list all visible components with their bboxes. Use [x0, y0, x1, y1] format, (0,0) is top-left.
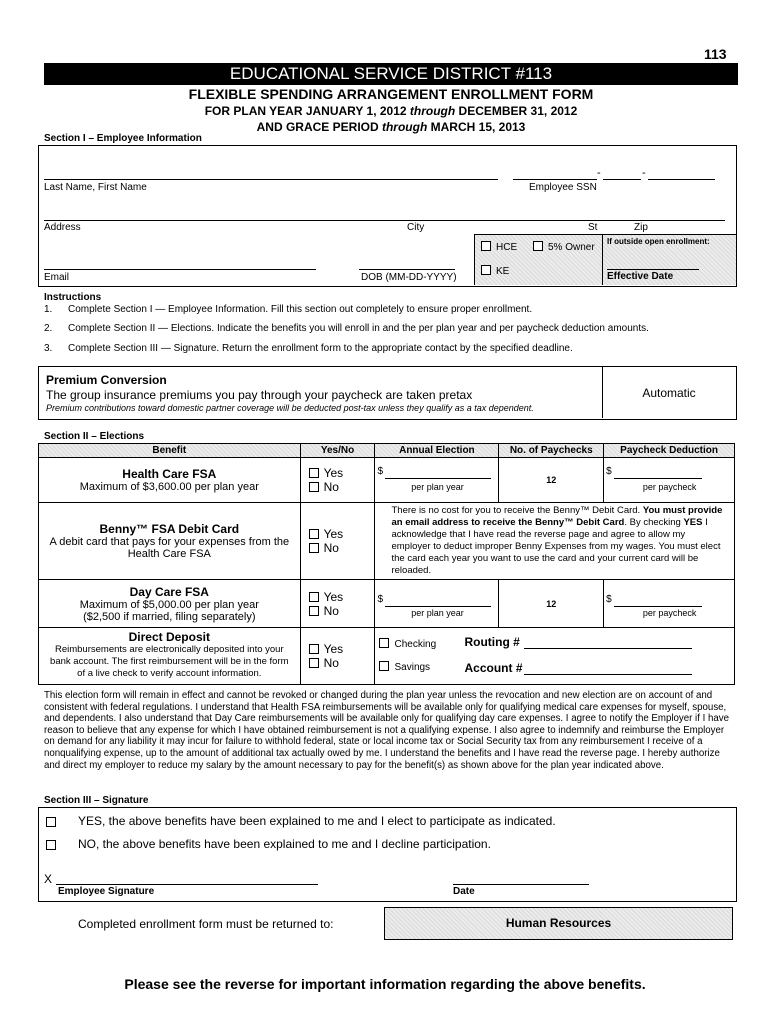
deposit-yes-checkbox[interactable]: [309, 644, 319, 654]
signature-label: Employee Signature: [58, 886, 155, 897]
participate-no-checkbox[interactable]: [46, 840, 56, 850]
owner-label: 5% Owner: [548, 242, 595, 253]
savings-checkbox[interactable]: [379, 661, 389, 671]
health-yes-option[interactable]: [309, 466, 375, 480]
daycare-name: Day Care FSA: [129, 584, 209, 599]
benny-note: [375, 503, 735, 580]
routing-input[interactable]: [524, 648, 692, 649]
health-yes-label: Yes: [323, 466, 344, 480]
daycare-row: [39, 580, 735, 628]
legal-text: This election form will remain in effect and cannot be revoked or changed during the plan year unless the revocation and new election are on account of and consistent with federal regulations. I understand that Health FSA reimbursements will be available only for qualifying medical care expenses for myself, spouse, and dependents. I also understand that Day Care reimbursements will be available only for qualifying day care expenses. I agree to notify the Employer if I have reason to believe that any expense for which I have obtained reimbursement is not a qualifying expense. I also agree to indemnify and reimburse the Employer on demand for any liability it may incur for failure to withhold federal, state or local income tax or Social Security tax from any reimbursement I receive of a nonqualifying expense, up to the amount of additional tax actually owed by me. I understand the benefits and I have read the reverse page. I hereby authorize and direct my employer to reduce my salary by the amount necessary to pay for the benefit(s) as shown above for the plan year indicated above.: [44, 690, 729, 771]
daycare-paychecks: 12: [499, 580, 604, 628]
signature-input[interactable]: [56, 884, 318, 885]
name-label: Last Name, First Name: [44, 182, 147, 193]
state-label: St: [588, 222, 598, 233]
participate-no-text: NO, the above benefits have been explained to me and I decline participation.: [78, 837, 491, 851]
grace-through: through: [381, 120, 428, 134]
elections-table: [38, 443, 735, 685]
savings-option[interactable]: [379, 661, 430, 673]
instruction-3-num: 3.: [44, 343, 53, 354]
deposit-name: Direct Deposit: [128, 630, 210, 644]
owner-option[interactable]: [533, 241, 595, 253]
daycare-deduction-dollar: $: [606, 594, 612, 605]
hce-option[interactable]: [481, 241, 517, 253]
ke-checkbox[interactable]: [481, 265, 491, 275]
page-number: 113: [704, 46, 727, 62]
premium-title: Premium Conversion: [46, 373, 167, 387]
form-title: FLEXIBLE SPENDING ARRANGEMENT ENROLLMENT FORM: [188, 86, 594, 102]
benny-yes-label: Yes: [323, 527, 344, 541]
plan-year-line: [44, 104, 738, 118]
deposit-yes-option[interactable]: [309, 642, 375, 656]
daycare-no-option[interactable]: [309, 604, 375, 618]
benny-name: Benny™ FSA Debit Card: [99, 522, 240, 536]
daycare-annual-dollar: $: [377, 594, 384, 605]
dob-label: DOB (MM-DD-YYYY): [361, 272, 457, 283]
benny-row: [39, 503, 735, 580]
benny-yes-checkbox[interactable]: [309, 529, 319, 539]
ssn-input-part2[interactable]: [603, 179, 641, 180]
account-label: Account #: [464, 661, 523, 675]
city-label: City: [407, 222, 425, 233]
ssn-dash-2: -: [642, 167, 646, 179]
checking-checkbox[interactable]: [379, 638, 389, 648]
benny-no-checkbox[interactable]: [309, 543, 319, 553]
checking-option[interactable]: [379, 638, 436, 650]
routing-label: Routing #: [464, 635, 520, 649]
daycare-yes-label: Yes: [323, 589, 344, 604]
ssn-label: Employee SSN: [529, 182, 597, 193]
ke-label: KE: [496, 266, 510, 277]
plan-year-suffix: DECEMBER 31, 2012: [455, 104, 578, 118]
benny-note-5: I acknowledge that I have read the reverse page and agree to allow my employer to deduct improper Benny Expenses from my wages. You must elect the card each year you want to use the card and your current card will be reloaded.: [391, 517, 721, 576]
premium-desc: The group insurance premiums you pay through your paycheck are taken pretax: [46, 388, 473, 402]
participate-yes-option[interactable]: [46, 815, 61, 829]
daycare-no-label: No: [323, 603, 339, 618]
section2-heading: Section II – Elections: [44, 431, 145, 442]
footer-note: Please see the reverse for important information regarding the above benefits.: [124, 976, 646, 992]
direct-deposit-row: [39, 628, 735, 685]
savings-label: Savings: [394, 662, 431, 673]
ke-option[interactable]: [481, 265, 509, 277]
health-no-option[interactable]: [309, 480, 375, 494]
name-input[interactable]: [44, 179, 498, 180]
participate-no-option[interactable]: [46, 838, 61, 852]
deposit-no-option[interactable]: [309, 656, 375, 670]
address-input[interactable]: [44, 220, 725, 221]
email-label: Email: [44, 272, 70, 283]
plan-year-through: through: [409, 104, 456, 118]
daycare-yes-checkbox[interactable]: [309, 592, 319, 602]
health-deduction-dollar: $: [606, 466, 612, 477]
daycare-desc-1: Maximum of $5,000.00 per plan year: [79, 598, 259, 611]
elections-header-row: [39, 444, 735, 458]
instruction-2-num: 2.: [44, 323, 53, 334]
checking-label: Checking: [394, 639, 437, 650]
col-benefit: Benefit: [39, 444, 301, 458]
deposit-no-label: No: [323, 656, 339, 670]
premium-status: Automatic: [642, 386, 696, 400]
benny-note-2: You must provide an email address to receive the Benny™ Debit Card: [391, 505, 723, 528]
account-input[interactable]: [524, 674, 692, 675]
return-label: Completed enrollment form must be returned to:: [78, 917, 334, 931]
hce-checkbox[interactable]: [481, 241, 491, 251]
participate-yes-text: YES, the above benefits have been explained to me and I elect to participate as indicated.: [78, 814, 556, 828]
health-fsa-desc: Maximum of $3,600.00 per plan year: [79, 481, 259, 493]
daycare-yes-option[interactable]: [309, 590, 375, 604]
daycare-per-plan-year: per plan year: [411, 608, 464, 618]
health-no-checkbox[interactable]: [309, 482, 319, 492]
effective-date-input[interactable]: [607, 269, 699, 270]
date-input[interactable]: [453, 884, 589, 885]
daycare-desc-2: ($2,500 if married, filing separately): [83, 610, 256, 623]
participate-yes-checkbox[interactable]: [46, 817, 56, 827]
health-deduction-input[interactable]: [614, 478, 702, 479]
instruction-2-text: Complete Section II — Elections. Indicate the benefits you will enroll in and the per plan year and per paycheck deduction amounts.: [68, 323, 649, 334]
instruction-3-text: Complete Section III — Signature. Return the enrollment form to the appropriate contact by the specified deadline.: [68, 343, 573, 354]
benny-no-option[interactable]: [309, 541, 375, 555]
benny-note-4: YES: [683, 517, 703, 528]
owner-checkbox[interactable]: [533, 241, 543, 251]
signature-x: X: [44, 872, 53, 886]
grace-prefix: AND GRACE PERIOD: [256, 120, 382, 134]
dob-input[interactable]: [359, 269, 455, 270]
grace-period-line: [44, 120, 738, 134]
deposit-no-checkbox[interactable]: [309, 658, 319, 668]
health-annual-dollar: $: [377, 466, 384, 477]
benny-no-label: No: [323, 541, 339, 555]
daycare-per-paycheck: per paycheck: [642, 608, 697, 618]
health-per-plan-year: per plan year: [411, 482, 464, 492]
col-annual: Annual Election: [375, 444, 499, 458]
effective-date-label: Effective Date: [607, 271, 674, 282]
ssn-input-part3[interactable]: [648, 179, 715, 180]
grace-suffix: MARCH 15, 2013: [427, 120, 526, 134]
health-yes-checkbox[interactable]: [309, 468, 319, 478]
health-no-label: No: [323, 480, 339, 494]
address-label: Address: [44, 222, 81, 233]
ssn-dash-1: -: [597, 167, 601, 179]
section3-heading: Section III – Signature: [44, 795, 149, 806]
zip-label: Zip: [634, 222, 648, 233]
health-paychecks: 12: [499, 458, 604, 503]
deposit-desc: Reimbursements are electronically deposited into your bank account. The first reimbursement will be in the form of a live check to verify account information.: [50, 644, 289, 679]
col-paychecks: No. of Paychecks: [499, 444, 604, 458]
benny-desc: A debit card that pays for your expenses from the Health Care FSA: [49, 536, 290, 560]
deposit-yes-label: Yes: [323, 642, 344, 656]
col-yesno: Yes/No: [300, 444, 375, 458]
email-input[interactable]: [44, 269, 316, 270]
health-fsa-row: [39, 458, 735, 503]
health-annual-input[interactable]: [385, 478, 491, 479]
premium-note: Premium contributions toward domestic partner coverage will be deducted post-tax unless they qualify as a tax dependent.: [46, 403, 534, 413]
daycare-deduction-input[interactable]: [614, 606, 702, 607]
outside-enrollment-label: If outside open enrollment:: [607, 237, 710, 246]
hce-label: HCE: [496, 242, 518, 253]
health-fsa-name: Health Care FSA: [122, 467, 217, 481]
benny-note-3: . By checking: [624, 517, 684, 528]
instructions-heading: Instructions: [44, 292, 102, 303]
return-recipient: Human Resources: [384, 907, 733, 940]
instruction-1-num: 1.: [44, 304, 53, 315]
instruction-1-text: Complete Section I — Employee Information. Fill this section out completely to ensure proper enrollment.: [68, 304, 533, 315]
benny-yes-option[interactable]: [309, 527, 375, 541]
district-banner: [44, 63, 738, 85]
plan-year-prefix: FOR PLAN YEAR JANUARY 1, 2012: [204, 104, 410, 118]
daycare-no-checkbox[interactable]: [309, 606, 319, 616]
district-title: EDUCATIONAL SERVICE DISTRICT #113: [229, 64, 553, 83]
benny-note-1: There is no cost for you to receive the Benny™ Debit Card.: [391, 505, 643, 516]
date-label: Date: [453, 886, 475, 897]
col-deduction: Paycheck Deduction: [604, 444, 735, 458]
section1-heading: Section I – Employee Information: [44, 133, 202, 144]
daycare-annual-input[interactable]: [385, 606, 491, 607]
ssn-input-part1[interactable]: [513, 179, 597, 180]
health-per-paycheck: per paycheck: [642, 482, 697, 492]
